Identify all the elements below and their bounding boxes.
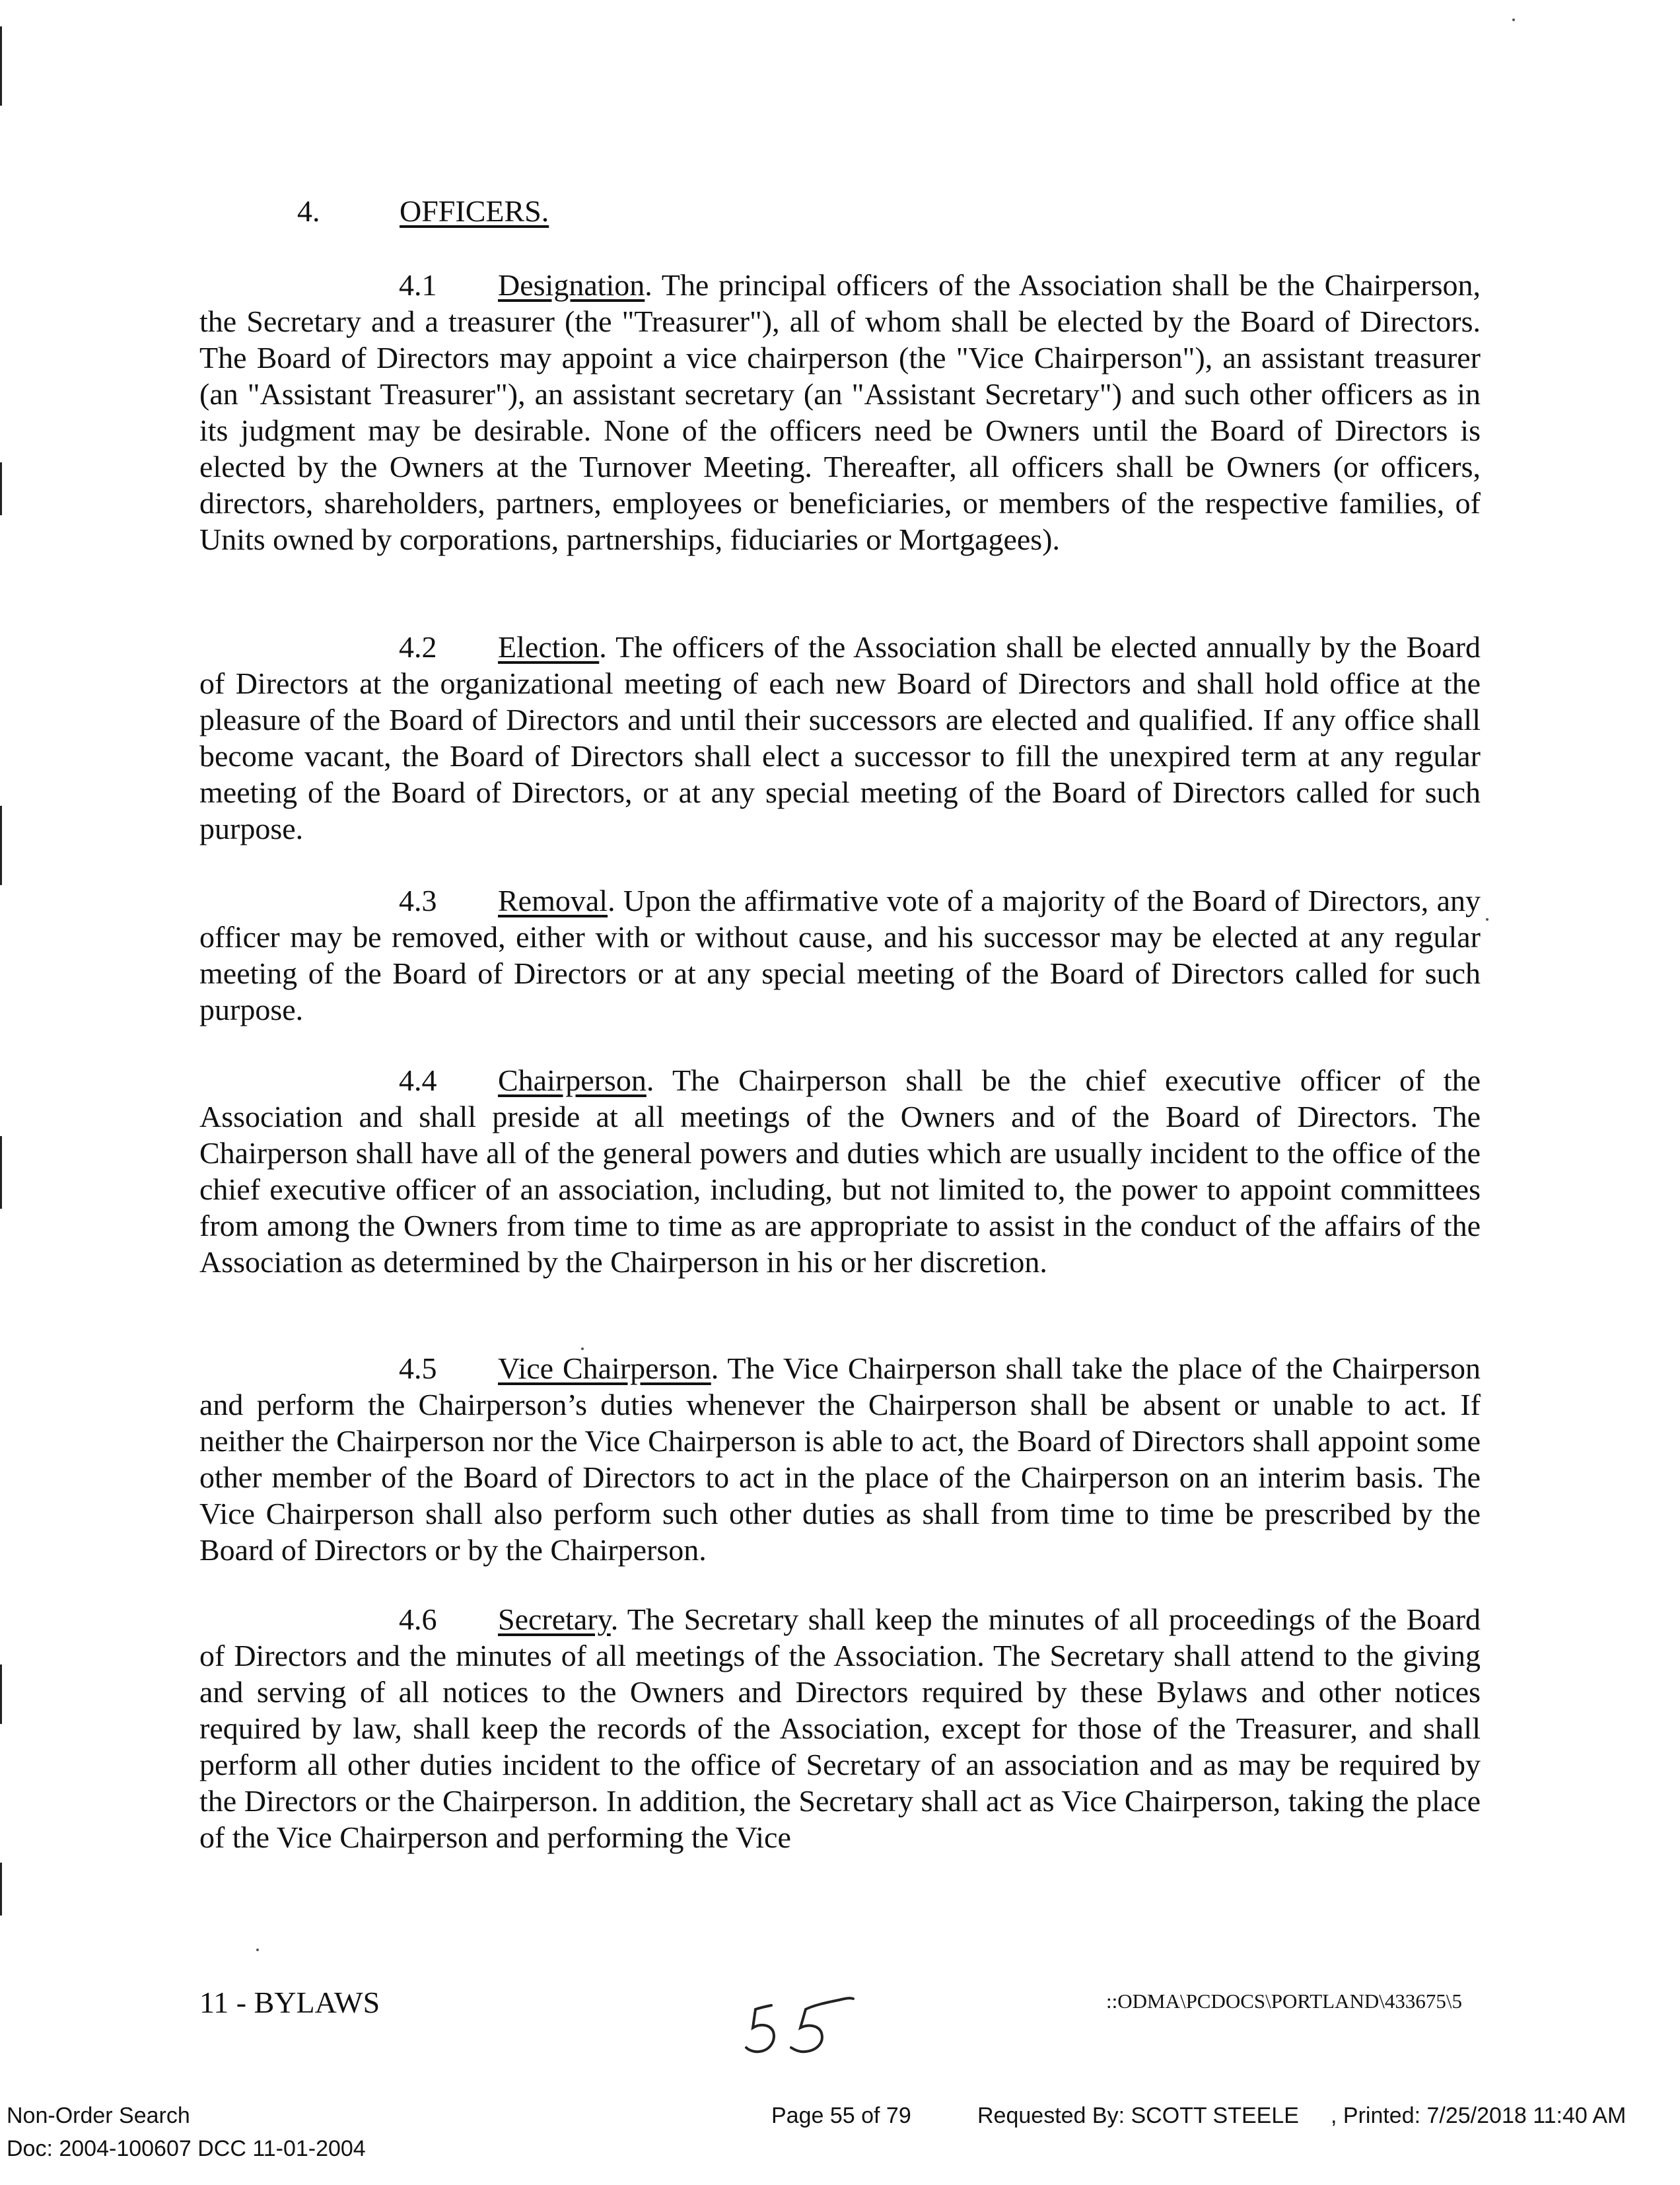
paragraph-text: . Upon the affirmative vote of a majority of the Board of Directors, any officer may be removed, either with or without cause, and his successor may be elected at any regular meeting of the Board of Directors or at any special meeting of the Board of Directors called for such purpose. [199, 884, 1481, 1026]
paragraph-title: Designation [498, 268, 645, 302]
paragraph-title: Vice Chairperson [498, 1351, 711, 1385]
scan-speck [1486, 918, 1488, 921]
paragraph-text: . The officers of the Association shall be elected annually by the Board of Directors at the organizational meeting of each new Board of Directors and shall hold office at the pleasure of the Board of Directors and until their successors are elected and qualified. If any office shall become vacant, the Board of Directors shall elect a successor to fill the unexpired term at any regular meeting of the Board of Directors, or at any special meeting of the Board of Directors called for such purpose. [199, 630, 1481, 845]
paragraph-secretary [199, 1601, 1481, 1855]
paragraph-number: 4.5 [399, 1351, 437, 1385]
scan-edge-mark [0, 462, 2, 515]
section-title: OFFICERS. [400, 194, 549, 228]
paragraph-chairperson [199, 1062, 1481, 1280]
stamp-document-number: Doc: 2004-100607 DCC 11-01-2004 [7, 2136, 366, 2161]
paragraph-election [199, 629, 1481, 847]
scan-edge-mark [0, 26, 2, 106]
scan-edge-mark [0, 1665, 2, 1724]
paragraph-text: . The principal officers of the Association shall be the Chairperson, the Secretary and a treasurer (the "Treasurer"), all of whom shall be elected by the Board of Directors. The Board of Directors may appoint a vice chairperson (the "Vice Chairperson"), an assistant treasurer (an "Assistant Treasurer"), an assistant secretary (an "Assistant Secretary") and such other officers as in its judgment may be desirable. None of the officers need be Owners until the Board of Directors is elected by the Owners at the Turnover Meeting. Thereafter, all officers shall be Owners (or officers, directors, shareholders, partners, employees or beneficiaries, or members of the respective families, of Units owned by corporations, partnerships, fiduciaries or Mortgagees). [199, 268, 1481, 556]
footer-document-label: 11 - BYLAWS [199, 1986, 380, 2019]
paragraph-number: 4.3 [399, 884, 437, 917]
paragraph-text: . The Secretary shall keep the minutes of all proceedings of the Board of Directors and the minutes of all meetings of the Association. The Secretary shall attend to the giving and serving of all notices to the Owners and Directors required by these Bylaws and other notices required by law, shall keep the records of the Association, except for those of the Treasurer, and shall perform all other duties incident to the office of Secretary of an association and as may be required by the Directors or the Chairperson. In addition, the Secretary shall act as Vice Chairperson, taking the place of the Vice Chairperson and performing the Vice [199, 1602, 1481, 1854]
scan-speck [256, 1949, 259, 1951]
handwritten-page-number [740, 1993, 865, 2066]
scan-edge-mark [0, 1136, 2, 1209]
section-heading [297, 193, 549, 230]
paragraph-number: 4.2 [399, 630, 437, 664]
paragraph-removal [199, 882, 1481, 1028]
paragraph-designation [199, 267, 1481, 557]
paragraph-number: 4.4 [399, 1063, 437, 1097]
paragraph-number: 4.6 [399, 1602, 437, 1636]
section-number: 4. [297, 194, 320, 228]
stamp-requested-by: Requested By: SCOTT STEELE [977, 2103, 1299, 2128]
scan-speck [1512, 18, 1515, 21]
stamp-search-type: Non-Order Search [7, 2103, 190, 2128]
paragraph-title: Election [498, 630, 600, 664]
paragraph-vice-chairperson [199, 1350, 1481, 1568]
scan-edge-mark [0, 806, 2, 885]
paragraph-text: . The Chairperson shall be the chief executive officer of the Association and shall preside at all meetings of the Owners and of the Board of Directors. The Chairperson shall have all of the general powers and duties which are usually incident to the office of the chief executive officer of an association, including, but not limited to, the power to appoint committees from among the Owners from time to time as are appropriate to assist in the conduct of the affairs of the Association as determined by the Chairperson in his or her discretion. [199, 1063, 1481, 1279]
paragraph-title: Chairperson [498, 1063, 647, 1097]
stamp-printed-date: , Printed: 7/25/2018 11:40 AM [1331, 2103, 1627, 2128]
stamp-page-count: Page 55 of 79 [771, 2103, 911, 2128]
scan-edge-mark [0, 1863, 2, 1916]
paragraph-text: . The Vice Chairperson shall take the place of the Chairperson and perform the Chairperson’s duties whenever the Chairperson shall be absent or unable to act. If neither the Chairperson nor the Vice Chairperson is able to act, the Board of Directors shall appoint some other member of the Board of Directors to act in the place of the Chairperson on an interim basis. The Vice Chairperson shall also perform such other duties as shall from time to time be prescribed by the Board of Directors or by the Chairperson. [199, 1351, 1481, 1567]
footer-file-path: ::ODMA\PCDOCS\PORTLAND\433675\5 [1106, 1989, 1462, 2013]
paragraph-number: 4.1 [399, 268, 437, 302]
paragraph-title: Removal [498, 884, 608, 917]
paragraph-title: Secretary [498, 1602, 611, 1636]
